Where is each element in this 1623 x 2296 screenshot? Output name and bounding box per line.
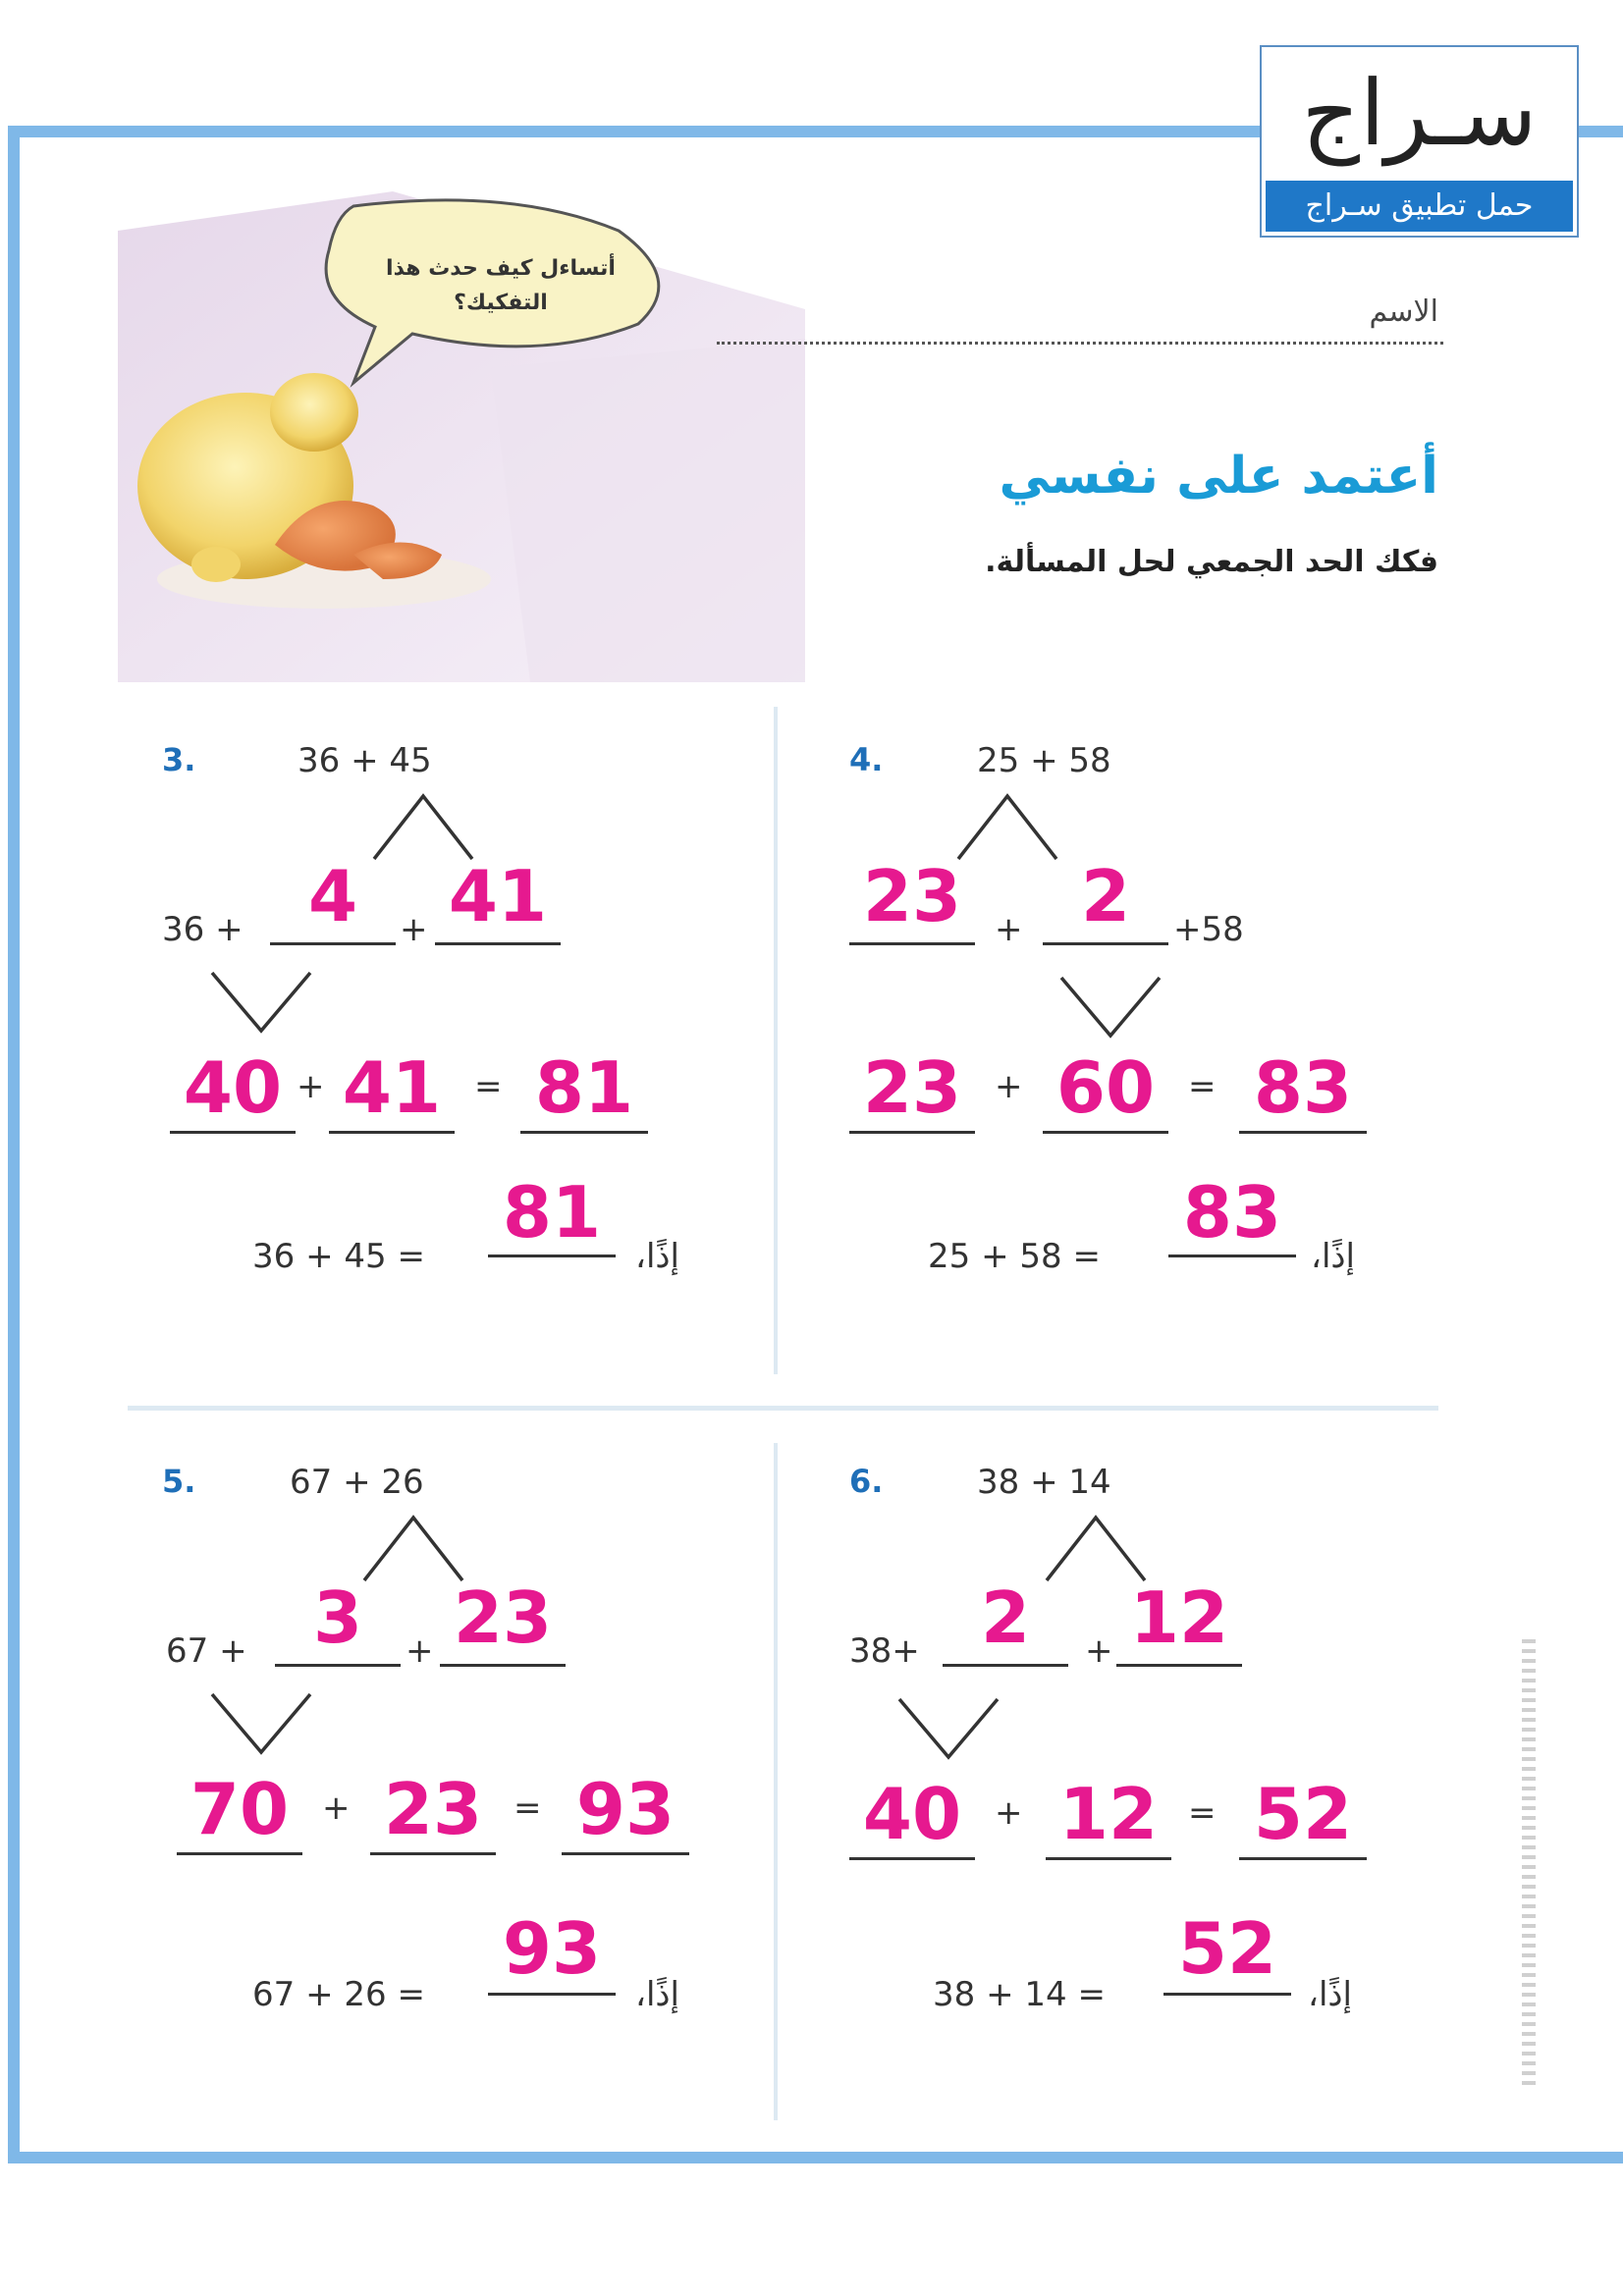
split-answer-1[interactable]: 3	[312, 1576, 363, 1659]
frame-bottom-border	[8, 2152, 1623, 2163]
final-equation: 36 + 45 =	[252, 1237, 425, 1276]
final-answer[interactable]: 93	[502, 1907, 602, 1990]
final-answer[interactable]: 81	[502, 1171, 602, 1254]
logo-subtitle: حمل تطبيق سـراج	[1266, 181, 1573, 232]
divider-horizontal	[128, 1406, 1438, 1411]
sum-plus: +	[995, 1067, 1023, 1106]
sum-answer-2[interactable]: 23	[383, 1768, 483, 1850]
sum-answer-2[interactable]: 41	[342, 1046, 442, 1129]
frame-left-border	[8, 126, 20, 2163]
problem-4	[849, 741, 1438, 1291]
equals-sign: =	[1188, 1067, 1217, 1106]
merge-branch	[206, 1688, 324, 1762]
then-word: إذًا،	[1308, 1975, 1353, 2014]
split-branch	[358, 1512, 476, 1585]
sum-plus: +	[322, 1789, 351, 1828]
problem-question: 36 + 45	[298, 741, 432, 780]
start-term: 36 +	[162, 910, 243, 949]
sum-answer-1[interactable]: 70	[189, 1768, 290, 1850]
split-plus: +	[1085, 1631, 1113, 1671]
problem-number: 3.	[162, 741, 196, 778]
bubble-line-2: التفكيك؟	[454, 291, 548, 315]
problem-question: 38 + 14	[977, 1463, 1111, 1502]
problem-number: 4.	[849, 741, 884, 778]
split-plus: +	[995, 910, 1023, 949]
bubble-line-1: أتساءل كيف حدث هذا	[386, 256, 616, 281]
merge-branch	[206, 967, 324, 1041]
result-answer[interactable]: 52	[1253, 1773, 1353, 1855]
start-term: 38+	[849, 1631, 920, 1671]
final-equation: 67 + 26 =	[252, 1975, 425, 2014]
split-answer-2[interactable]: 2	[1080, 855, 1131, 937]
sum-plus: +	[995, 1793, 1023, 1833]
equals-sign: =	[474, 1067, 503, 1106]
then-word: إذًا،	[1311, 1237, 1356, 1276]
side-copyright-text	[1522, 1639, 1536, 2091]
result-answer[interactable]: 83	[1253, 1046, 1353, 1129]
problem-question: 25 + 58	[977, 741, 1111, 780]
split-answer-2[interactable]: 12	[1129, 1576, 1229, 1659]
name-label: الاسم	[1369, 294, 1438, 329]
merge-branch	[893, 1693, 1011, 1767]
merge-branch	[1055, 972, 1173, 1045]
final-equation: 38 + 14 =	[933, 1975, 1106, 2014]
split-answer-1[interactable]: 4	[307, 855, 358, 937]
problem-3	[162, 741, 751, 1291]
final-answer[interactable]: 83	[1182, 1171, 1282, 1254]
split-answer-1[interactable]: 23	[862, 855, 962, 937]
sum-answer-1[interactable]: 40	[183, 1046, 283, 1129]
sum-answer-2[interactable]: 60	[1055, 1046, 1156, 1129]
siraj-logo[interactable]	[1260, 45, 1579, 238]
then-word: إذًا،	[635, 1975, 680, 2014]
divider-vertical-bottom	[774, 1443, 778, 2120]
equals-sign: =	[514, 1789, 542, 1828]
sum-answer-2[interactable]: 12	[1058, 1773, 1159, 1855]
problem-6	[849, 1463, 1438, 2012]
problem-number: 5.	[162, 1463, 196, 1500]
start-term: 67 +	[166, 1631, 247, 1671]
split-branch	[1041, 1512, 1159, 1585]
problem-number: 6.	[849, 1463, 884, 1500]
split-answer-1[interactable]: 2	[980, 1576, 1031, 1659]
sum-answer-1[interactable]: 40	[862, 1773, 962, 1855]
split-branch	[952, 790, 1070, 864]
final-answer[interactable]: 52	[1177, 1907, 1277, 1990]
equals-sign: =	[1188, 1793, 1217, 1833]
end-term: +58	[1173, 910, 1244, 949]
divider-vertical-top	[774, 707, 778, 1374]
split-plus: +	[400, 910, 428, 949]
chick-illustration	[118, 191, 805, 682]
then-word: إذًا،	[635, 1237, 680, 1276]
sum-answer-1[interactable]: 23	[862, 1046, 962, 1129]
name-field-line[interactable]	[717, 342, 1443, 345]
problem-question: 67 + 26	[290, 1463, 424, 1502]
split-plus: +	[406, 1631, 434, 1671]
result-answer[interactable]: 81	[534, 1046, 634, 1129]
problem-5	[162, 1463, 751, 2012]
split-branch	[368, 790, 486, 864]
logo-title: سـراج	[1301, 61, 1538, 166]
page-heading: أعتمد على نفسي	[999, 447, 1438, 506]
final-equation: 25 + 58 =	[928, 1237, 1101, 1276]
instruction-text: فكك الحد الجمعي لحل المسألة.	[985, 545, 1438, 579]
split-answer-2[interactable]: 23	[453, 1576, 553, 1659]
result-answer[interactable]: 93	[575, 1768, 676, 1850]
split-answer-2[interactable]: 41	[448, 855, 548, 937]
sum-plus: +	[297, 1067, 325, 1106]
